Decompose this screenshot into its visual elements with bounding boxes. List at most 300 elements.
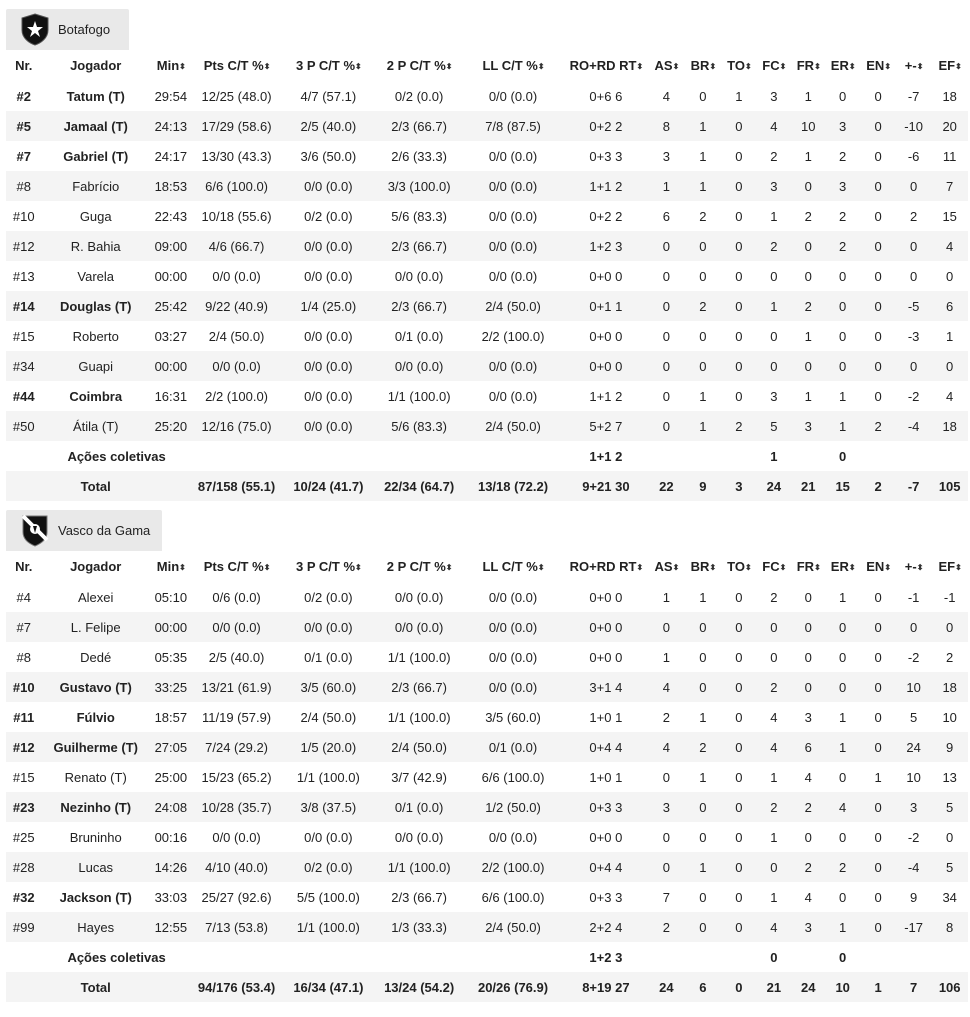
cell-reb: 0+3 3 — [563, 882, 649, 912]
column-header-as[interactable] — [649, 551, 684, 582]
cell-min: 03:27 — [150, 321, 192, 351]
cell-empty — [6, 942, 41, 972]
sort-icon[interactable]: ⬍ — [179, 563, 185, 572]
cell-empty — [192, 441, 282, 471]
cell-p3: 0/1 (0.0) — [281, 642, 375, 672]
cell-jogador: Roberto — [41, 321, 150, 351]
cell-en: 0 — [860, 822, 895, 852]
column-header-ll[interactable] — [463, 551, 563, 582]
cell-jogador: Guapi — [41, 351, 150, 381]
cell-p3: 1/1 (100.0) — [281, 912, 375, 942]
cell-fr: 3 — [792, 411, 825, 441]
cell-p3: 0/0 (0.0) — [281, 231, 375, 261]
column-header-er[interactable] — [825, 551, 860, 582]
column-header-p3[interactable] — [281, 551, 375, 582]
cell-jogador: R. Bahia — [41, 231, 150, 261]
cell-fc: 1 — [756, 762, 791, 792]
cell-er: 1 — [825, 732, 860, 762]
cell-fr: 0 — [792, 171, 825, 201]
column-header-to[interactable] — [722, 50, 756, 81]
column-header-label: +- — [904, 559, 917, 574]
column-header-pts[interactable] — [192, 551, 282, 582]
cell-fr: 0 — [792, 672, 825, 702]
cell-min: 22:43 — [150, 201, 192, 231]
table-row — [6, 411, 968, 441]
cell-ef: 2 — [931, 642, 968, 672]
cell-ef: 18 — [931, 672, 968, 702]
team-section-home — [6, 9, 968, 501]
cell-er: 10 — [825, 972, 860, 1002]
cell-fc: 1 — [756, 441, 791, 471]
column-header-label: +- — [904, 58, 917, 73]
cell-en: 0 — [860, 582, 895, 612]
sort-icon[interactable]: ⬍ — [779, 62, 786, 71]
cell-br: 0 — [684, 321, 722, 351]
cell-fr: 21 — [792, 471, 825, 501]
column-header-label: BR — [690, 559, 710, 574]
column-header-pts[interactable] — [192, 50, 282, 81]
column-header-fr[interactable] — [792, 551, 825, 582]
cell-nr: #15 — [6, 762, 41, 792]
cell-reb: 2+2 4 — [563, 912, 649, 942]
cell-er: 15 — [825, 471, 860, 501]
cell-empty — [6, 471, 41, 501]
table-row — [6, 582, 968, 612]
cell-as: 0 — [649, 231, 684, 261]
cell-ef: 5 — [931, 792, 968, 822]
table-row — [6, 381, 968, 411]
cell-p3: 1/1 (100.0) — [281, 762, 375, 792]
sort-icon[interactable]: ⬍ — [848, 563, 855, 572]
cell-en: 0 — [860, 672, 895, 702]
cell-p3: 2/5 (40.0) — [281, 111, 375, 141]
cell-as: 0 — [649, 381, 684, 411]
sort-icon[interactable]: ⬍ — [955, 62, 961, 71]
cell-empty — [150, 471, 192, 501]
cell-pts: 4/6 (66.7) — [192, 231, 282, 261]
cell-p3: 4/7 (57.1) — [281, 81, 375, 111]
cell-ll: 0/0 (0.0) — [463, 171, 563, 201]
cell-ll: 0/0 (0.0) — [463, 612, 563, 642]
cell-ll: 2/2 (100.0) — [463, 852, 563, 882]
header-row — [6, 50, 968, 81]
cell-en: 0 — [860, 852, 895, 882]
cell-as: 24 — [649, 972, 684, 1002]
cell-en: 1 — [860, 762, 895, 792]
cell-fr: 2 — [792, 291, 825, 321]
column-header-label: AS — [654, 559, 673, 574]
sort-icon[interactable]: ⬍ — [709, 62, 716, 71]
cell-pm: -5 — [896, 291, 931, 321]
cell-to: 0 — [722, 141, 756, 171]
cell-ef: 0 — [931, 612, 968, 642]
cell-fr: 2 — [792, 201, 825, 231]
cell-to: 0 — [722, 291, 756, 321]
cell-p2: 0/0 (0.0) — [375, 822, 463, 852]
cell-pts: 10/28 (35.7) — [192, 792, 282, 822]
cell-empty — [6, 972, 41, 1002]
cell-p2: 0/2 (0.0) — [375, 81, 463, 111]
cell-pts: 94/176 (53.4) — [192, 972, 282, 1002]
cell-fr: 0 — [792, 231, 825, 261]
cell-ll: 2/4 (50.0) — [463, 912, 563, 942]
cell-ll: 3/5 (60.0) — [463, 702, 563, 732]
cell-min: 24:08 — [150, 792, 192, 822]
cell-reb: 0+4 4 — [563, 732, 649, 762]
cell-as: 0 — [649, 822, 684, 852]
sort-icon[interactable]: ⬍ — [537, 62, 544, 71]
cell-nr: #13 — [6, 261, 41, 291]
cell-jogador: Nezinho (T) — [41, 792, 150, 822]
column-header-label: Jogador — [70, 58, 122, 73]
cell-br: 1 — [684, 111, 722, 141]
cell-fc: 0 — [756, 642, 791, 672]
cell-en: 0 — [860, 201, 895, 231]
cell-reb: 1+0 1 — [563, 762, 649, 792]
column-header-min[interactable] — [150, 50, 192, 81]
cell-nr: #7 — [6, 612, 41, 642]
cell-pm: 0 — [896, 351, 931, 381]
cell-ll: 7/8 (87.5) — [463, 111, 563, 141]
cell-to: 0 — [722, 321, 756, 351]
cell-br: 2 — [684, 291, 722, 321]
table-row — [6, 261, 968, 291]
column-header-en[interactable] — [860, 551, 895, 582]
cell-jogador: Dedé — [41, 642, 150, 672]
cell-pm: 10 — [896, 762, 931, 792]
cell-pm: 24 — [896, 732, 931, 762]
cell-p3: 0/2 (0.0) — [281, 582, 375, 612]
sort-icon[interactable]: ⬍ — [955, 563, 961, 572]
cell-nr: #7 — [6, 141, 41, 171]
cell-p3: 1/5 (20.0) — [281, 732, 375, 762]
cell-min: 33:03 — [150, 882, 192, 912]
cell-nr: #11 — [6, 702, 41, 732]
cell-pts: 4/10 (40.0) — [192, 852, 282, 882]
column-header-ef[interactable] — [931, 50, 968, 81]
cell-jogador: Douglas (T) — [41, 291, 150, 321]
cell-er: 3 — [825, 111, 860, 141]
cell-fr: 4 — [792, 762, 825, 792]
cell-fr: 3 — [792, 702, 825, 732]
cell-fc: 1 — [756, 822, 791, 852]
table-row — [6, 822, 968, 852]
cell-pts: 87/158 (55.1) — [192, 471, 282, 501]
cell-as: 0 — [649, 321, 684, 351]
cell-fc: 3 — [756, 171, 791, 201]
cell-empty — [649, 441, 684, 471]
cell-pm: 3 — [896, 792, 931, 822]
team-header — [6, 9, 129, 50]
table-row — [6, 231, 968, 261]
cell-ll: 0/0 (0.0) — [463, 261, 563, 291]
cell-p3: 3/6 (50.0) — [281, 141, 375, 171]
cell-ll: 0/0 (0.0) — [463, 351, 563, 381]
boxscore-table — [6, 551, 968, 1002]
cell-empty — [649, 942, 684, 972]
cell-reb: 0+4 4 — [563, 852, 649, 882]
cell-er: 0 — [825, 822, 860, 852]
cell-pts: 12/16 (75.0) — [192, 411, 282, 441]
cell-reb: 0+0 0 — [563, 822, 649, 852]
cell-reb: 0+0 0 — [563, 351, 649, 381]
cell-nr: #14 — [6, 291, 41, 321]
cell-p3: 16/34 (47.1) — [281, 972, 375, 1002]
cell-fc: 0 — [756, 612, 791, 642]
cell-reb: 0+2 2 — [563, 201, 649, 231]
sort-icon[interactable]: ⬍ — [263, 563, 270, 572]
cell-min: 00:16 — [150, 822, 192, 852]
column-header-p2[interactable] — [375, 50, 463, 81]
cell-empty — [931, 942, 968, 972]
sort-icon[interactable]: ⬍ — [537, 563, 544, 572]
sort-icon[interactable]: ⬍ — [445, 62, 452, 71]
cell-nr: #23 — [6, 792, 41, 822]
cell-fc: 2 — [756, 141, 791, 171]
cell-reb: 0+0 0 — [563, 261, 649, 291]
cell-ef: 15 — [931, 201, 968, 231]
column-header-to[interactable] — [722, 551, 756, 582]
sort-icon[interactable]: ⬍ — [445, 563, 452, 572]
cell-er: 0 — [825, 321, 860, 351]
table-row — [6, 201, 968, 231]
column-header-ll[interactable] — [463, 50, 563, 81]
cell-nr: #99 — [6, 912, 41, 942]
cell-empty — [792, 441, 825, 471]
sort-icon[interactable]: ⬍ — [355, 62, 361, 71]
cell-to: 0 — [722, 612, 756, 642]
cell-p3: 0/0 (0.0) — [281, 612, 375, 642]
column-header-nr — [6, 50, 41, 81]
cell-as: 0 — [649, 411, 684, 441]
column-header-reb[interactable] — [563, 551, 649, 582]
cell-er: 2 — [825, 852, 860, 882]
column-header-fc[interactable] — [756, 50, 791, 81]
column-header-er[interactable] — [825, 50, 860, 81]
cell-as: 0 — [649, 291, 684, 321]
cell-p2: 0/0 (0.0) — [375, 351, 463, 381]
cell-to: 0 — [722, 582, 756, 612]
column-header-pm[interactable] — [896, 50, 931, 81]
cell-pts: 0/0 (0.0) — [192, 261, 282, 291]
cell-to: 0 — [722, 231, 756, 261]
cell-br: 1 — [684, 141, 722, 171]
cell-ll: 6/6 (100.0) — [463, 882, 563, 912]
cell-ll: 0/0 (0.0) — [463, 672, 563, 702]
cell-ef: 11 — [931, 141, 968, 171]
column-header-p2[interactable] — [375, 551, 463, 582]
column-header-label: EN — [866, 58, 885, 73]
sort-icon[interactable]: ⬍ — [814, 62, 820, 71]
cell-ef: 106 — [931, 972, 968, 1002]
cell-pts: 0/6 (0.0) — [192, 582, 282, 612]
cell-to: 0 — [722, 261, 756, 291]
cell-to: 1 — [722, 81, 756, 111]
cell-en: 0 — [860, 81, 895, 111]
cell-jogador: Hayes — [41, 912, 150, 942]
column-header-as[interactable] — [649, 50, 684, 81]
cell-er: 0 — [825, 441, 860, 471]
cell-fr: 1 — [792, 321, 825, 351]
column-header-br[interactable] — [684, 50, 722, 81]
cell-fr: 0 — [792, 642, 825, 672]
cell-to: 0 — [722, 702, 756, 732]
sort-icon[interactable]: ⬍ — [744, 563, 751, 572]
cell-to: 0 — [722, 732, 756, 762]
sort-icon[interactable]: ⬍ — [636, 62, 643, 71]
cell-en: 2 — [860, 471, 895, 501]
cell-to: 0 — [722, 111, 756, 141]
column-header-p3[interactable] — [281, 50, 375, 81]
cell-ll: 0/0 (0.0) — [463, 381, 563, 411]
cell-p3: 5/5 (100.0) — [281, 882, 375, 912]
column-header-label: ER — [830, 559, 849, 574]
column-header-br[interactable] — [684, 551, 722, 582]
teams-container — [0, 9, 970, 1002]
cell-p3: 3/5 (60.0) — [281, 672, 375, 702]
cell-fr: 1 — [792, 141, 825, 171]
boxscore-table — [6, 50, 968, 501]
cell-fr: 3 — [792, 912, 825, 942]
cell-fr: 0 — [792, 351, 825, 381]
sort-icon[interactable]: ⬍ — [355, 563, 361, 572]
cell-min: 24:13 — [150, 111, 192, 141]
cell-en: 0 — [860, 171, 895, 201]
cell-pm: 7 — [896, 972, 931, 1002]
cell-nr: #4 — [6, 582, 41, 612]
table-row — [6, 81, 968, 111]
cell-jogador: Renato (T) — [41, 762, 150, 792]
cell-pm: -3 — [896, 321, 931, 351]
sort-icon[interactable]: ⬍ — [263, 62, 270, 71]
sort-icon[interactable]: ⬍ — [884, 62, 891, 71]
cell-fc: 4 — [756, 912, 791, 942]
cell-ef: 0 — [931, 822, 968, 852]
cell-reb: 0+0 0 — [563, 582, 649, 612]
cell-reb: 1+2 3 — [563, 942, 649, 972]
table-row — [6, 642, 968, 672]
cell-to: 3 — [722, 471, 756, 501]
sort-icon[interactable]: ⬍ — [672, 563, 679, 572]
column-header-fc[interactable] — [756, 551, 791, 582]
column-header-min[interactable] — [150, 551, 192, 582]
column-header-en[interactable] — [860, 50, 895, 81]
cell-fr: 24 — [792, 972, 825, 1002]
cell-fr: 4 — [792, 882, 825, 912]
cell-jogador: Varela — [41, 261, 150, 291]
cell-min: 18:57 — [150, 702, 192, 732]
cell-er: 1 — [825, 582, 860, 612]
cell-fr: 2 — [792, 852, 825, 882]
sort-icon[interactable]: ⬍ — [884, 563, 891, 572]
cell-p2: 13/24 (54.2) — [375, 972, 463, 1002]
cell-ef: 7 — [931, 171, 968, 201]
cell-ll: 0/0 (0.0) — [463, 231, 563, 261]
cell-min: 00:00 — [150, 351, 192, 381]
cell-fr: 10 — [792, 111, 825, 141]
cell-empty — [860, 441, 895, 471]
sort-icon[interactable]: ⬍ — [848, 62, 855, 71]
cell-er: 0 — [825, 351, 860, 381]
cell-pts: 15/23 (65.2) — [192, 762, 282, 792]
cell-pts: 13/30 (43.3) — [192, 141, 282, 171]
sort-icon[interactable]: ⬍ — [916, 563, 923, 572]
cell-ef: 34 — [931, 882, 968, 912]
cell-empty — [722, 942, 756, 972]
sort-icon[interactable]: ⬍ — [672, 62, 679, 71]
cell-pts: 7/24 (29.2) — [192, 732, 282, 762]
column-header-label: ER — [830, 58, 849, 73]
cell-pm: -10 — [896, 111, 931, 141]
cell-er: 1 — [825, 702, 860, 732]
cell-jogador: Fabrício — [41, 171, 150, 201]
cell-ef: 4 — [931, 381, 968, 411]
cell-nr: #10 — [6, 201, 41, 231]
cell-fc: 0 — [756, 261, 791, 291]
cell-pm: -17 — [896, 912, 931, 942]
column-header-ef[interactable] — [931, 551, 968, 582]
table-row — [6, 912, 968, 942]
sort-icon[interactable]: ⬍ — [744, 62, 751, 71]
team-name: Vasco da Gama — [58, 523, 151, 538]
cell-pm: 0 — [896, 231, 931, 261]
cell-reb: 0+0 0 — [563, 642, 649, 672]
sort-icon[interactable]: ⬍ — [916, 62, 923, 71]
cell-pm: 0 — [896, 261, 931, 291]
cell-fc: 24 — [756, 471, 791, 501]
cell-reb: 1+1 2 — [563, 441, 649, 471]
cell-fr: 0 — [792, 612, 825, 642]
column-header-fr[interactable] — [792, 50, 825, 81]
cell-en: 0 — [860, 702, 895, 732]
cell-as: 0 — [649, 261, 684, 291]
cell-empty — [684, 441, 722, 471]
cell-jogador: Alexei — [41, 582, 150, 612]
cell-en: 0 — [860, 291, 895, 321]
cell-pts: 0/0 (0.0) — [192, 351, 282, 381]
cell-fc: 3 — [756, 81, 791, 111]
cell-br: 0 — [684, 261, 722, 291]
cell-p3: 0/0 (0.0) — [281, 171, 375, 201]
cell-as: 0 — [649, 852, 684, 882]
column-header-pm[interactable] — [896, 551, 931, 582]
cell-ll: 2/4 (50.0) — [463, 411, 563, 441]
cell-pts: 6/6 (100.0) — [192, 171, 282, 201]
cell-pts: 2/4 (50.0) — [192, 321, 282, 351]
column-header-label: EF — [938, 58, 956, 73]
sort-icon[interactable]: ⬍ — [814, 563, 820, 572]
cell-reb: 5+2 7 — [563, 411, 649, 441]
cell-pts: 12/25 (48.0) — [192, 81, 282, 111]
cell-empty — [722, 441, 756, 471]
cell-br: 0 — [684, 822, 722, 852]
sort-icon[interactable]: ⬍ — [779, 563, 786, 572]
column-header-reb[interactable] — [563, 50, 649, 81]
sort-icon[interactable]: ⬍ — [709, 563, 716, 572]
cell-p2: 2/6 (33.3) — [375, 141, 463, 171]
cell-jogador: Bruninho — [41, 822, 150, 852]
cell-br: 1 — [684, 702, 722, 732]
cell-pm: 10 — [896, 672, 931, 702]
cell-p3: 0/2 (0.0) — [281, 852, 375, 882]
cell-br: 0 — [684, 231, 722, 261]
sort-icon[interactable]: ⬍ — [179, 62, 185, 71]
cell-br: 0 — [684, 81, 722, 111]
cell-p2: 2/3 (66.7) — [375, 672, 463, 702]
sort-icon[interactable]: ⬍ — [636, 563, 643, 572]
cell-empty — [860, 942, 895, 972]
cell-br: 0 — [684, 792, 722, 822]
